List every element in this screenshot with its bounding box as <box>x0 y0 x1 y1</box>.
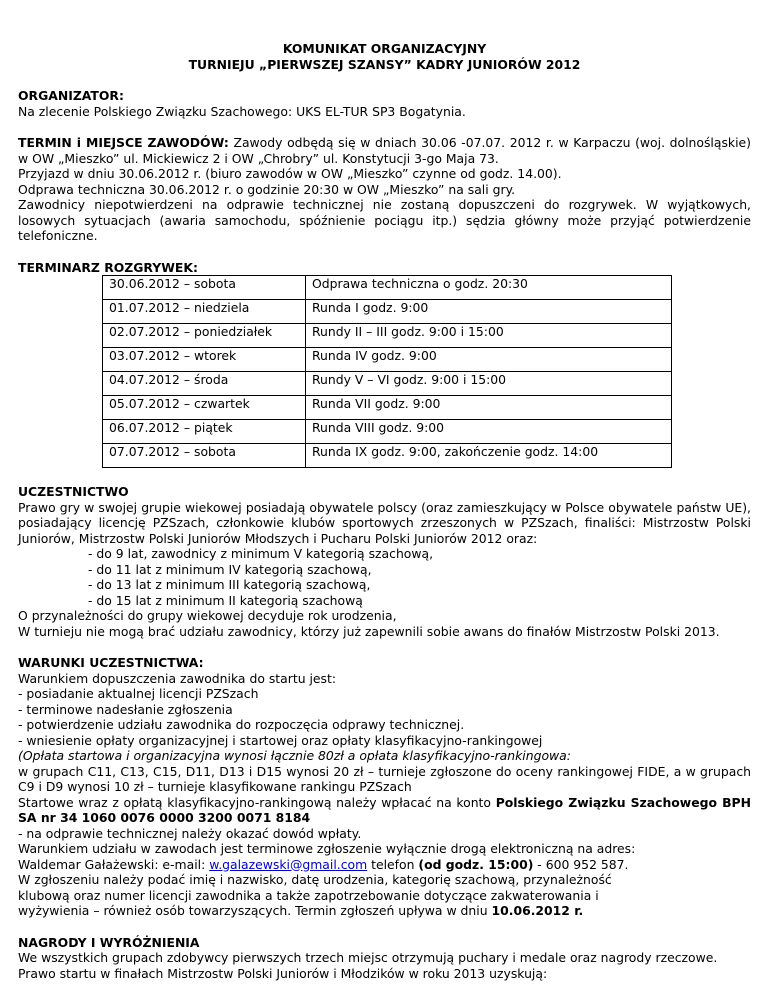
participants-intro: Prawo gry w swojej grupie wiekowej posiadają obywatele polscy (oraz zamieszkujący w Polsce obywatele państw UE), posiadający licencję PZSzach, członkowie klubów sportowych zrzeszonych w PZSzach, finaliści: Mistrzostw Polski Juniorów, Mistrzostw Polski Juniorów Młodszych i Pucharu Polski Juniorów 2012 oraz: <box>18 499 751 546</box>
payment-info <box>18 795 751 826</box>
contact-hours: (od godz. 15:00) <box>418 856 534 872</box>
participants-item: - do 15 lat z minimum II kategorią szachową <box>88 592 363 608</box>
deadline-date: 10.06.2012 r. <box>491 903 584 918</box>
schedule-row <box>103 372 672 396</box>
awards-text: We wszystkich grupach zdobywcy pierwszych trzech miejsc otrzymują puchary i medale oraz nagrody rzeczowe. <box>18 950 718 965</box>
conditions-intro: Warunkiem dopuszczenia zawodnika do startu jest: <box>18 670 337 686</box>
schedule-row <box>103 276 672 300</box>
organizer-text: Na zlecenie Polskiego Związku Szachowego: UKS EL-TUR SP3 Bogatynia. <box>18 103 466 119</box>
deadline-text: wyżywienia – również osób towarzyszących. Termin zgłoszeń upływa w dniu <box>18 903 492 918</box>
schedule-date: 30.06.2012 – sobota <box>103 276 306 300</box>
schedule-row <box>103 396 672 420</box>
schedule-row <box>103 324 672 348</box>
conditions-heading: WARUNKI UCZESTNICTWA: <box>18 655 204 670</box>
term-heading: TERMIN i MIEJSCE ZAWODÓW: <box>18 135 229 150</box>
participants-item: - do 11 lat z minimum IV kategorią szachową, <box>88 561 372 577</box>
schedule-date: 03.07.2012 – wtorek <box>103 348 306 372</box>
schedule-date: 07.07.2012 – sobota <box>103 444 306 468</box>
registration-requirements: klubową oraz numer licencji zawodnika a także zapotrzebowanie dotyczące zakwaterowania i <box>18 887 599 903</box>
participants-item: - do 13 lat z minimum III kategorią szachową, <box>88 577 371 592</box>
schedule-event: Runda IX godz. 9:00, zakończenie godz. 14:00 <box>306 444 672 468</box>
registration-deadline <box>18 903 751 919</box>
schedule-date: 04.07.2012 – środa <box>103 372 306 396</box>
payment-text: Startowe wraz z opłatą klasyfikacyjno-rankingową należy wpłacać na konto <box>18 794 496 810</box>
registration-requirements: W zgłoszeniu należy podać imię i nazwisko, datę urodzenia, kategorię szachową, przynależność <box>18 872 612 887</box>
document-page <box>18 0 751 981</box>
organizer-heading: ORGANIZATOR: <box>18 88 124 103</box>
schedule-row <box>103 300 672 324</box>
schedule-row <box>103 444 672 468</box>
document-title-line-2: TURNIEJU „PIERWSZEJ SZANSY” KADRY JUNIORÓW 2012 <box>188 56 581 72</box>
fee-detail: w grupach C11, C13, C15, D11, D13 i D15 wynosi 20 zł – turnieje zgłoszone do oceny rankingowej FIDE, a w grupach C9 i D9 wynosi 10 zł – turnieje klasyfikowane rankingu PZSzach <box>18 763 751 794</box>
schedule-row <box>103 348 672 372</box>
conditions-item: - potwierdzenie udziału zawodnika do rozpoczęcia odprawy technicznej. <box>18 717 465 732</box>
schedule-event: Rundy V – VI godz. 9:00 i 15:00 <box>306 372 672 396</box>
term-line: Odprawa techniczna 30.06.2012 r. o godzinie 20:30 w OW „Mieszko” na sali gry. <box>18 181 516 197</box>
contact-phone: - 600 952 587. <box>533 856 629 872</box>
fee-note: (Opłata startowa i organizacyjna wynosi łącznie 80zł a opłata klasyfikacyjno-rankingowa: <box>18 748 571 763</box>
term-paragraph <box>18 135 751 166</box>
schedule-date: 05.07.2012 – czwartek <box>103 396 306 420</box>
conditions-item: - terminowe nadesłanie zgłoszenia <box>18 701 233 717</box>
contact-name: Waldemar Gałażewski: e-mail: <box>18 856 210 872</box>
term-line: Zawodnicy niepotwierdzeni na odprawie technicznej nie zostaną dopuszczeni do rozgrywek. W wyjątkowych, losowych sytuacjach (awaria samochodu, spóźnienie pociągu itp.) sędzia główny może przyjąć potwierdzenie telefoniczne. <box>18 197 751 243</box>
schedule-event: Rundy II – III godz. 9:00 i 15:00 <box>306 324 672 348</box>
email-link[interactable]: w.galazewski@gmail.com <box>209 856 368 872</box>
schedule-table <box>102 275 672 468</box>
term-line: Przyjazd w dniu 30.06.2012 r. (biuro zawodów w OW „Mieszko” czynne od godz. 14.00). <box>18 166 562 181</box>
document-title-line-1: KOMUNIKAT ORGANIZACYJNY <box>282 41 487 56</box>
registration-info: Warunkiem udziału w zawodach jest terminowe zgłoszenie wyłącznie drogą elektroniczną na adres: <box>18 841 636 856</box>
schedule-event: Runda IV godz. 9:00 <box>306 348 672 372</box>
awards-text: Prawo startu w finałach Mistrzostw Polski Juniorów i Młodzików w roku 2013 uzyskują: <box>18 965 548 981</box>
participants-note: O przynależności do grupy wiekowej decyduje rok urodzenia, <box>18 608 397 623</box>
schedule-event: Runda VIII godz. 9:00 <box>306 420 672 444</box>
schedule-row <box>103 420 672 444</box>
conditions-item: - wniesienie opłaty organizacyjnej i startowej oraz opłaty klasyfikacyjno-rankingowej <box>18 732 543 748</box>
contact-phone-label: telefon <box>367 856 419 872</box>
schedule-date: 02.07.2012 – poniedziałek <box>103 324 306 348</box>
schedule-date: 01.07.2012 – niedziela <box>103 300 306 324</box>
schedule-event: Odprawa techniczna o godz. 20:30 <box>306 276 672 300</box>
awards-heading: NAGRODY I WYRÓŻNIENIA <box>18 934 200 950</box>
contact-line <box>18 857 751 873</box>
conditions-item: - posiadanie aktualnej licencji PZSzach <box>18 686 259 701</box>
participants-item: - do 9 lat, zawodnicy z minimum V kategorią szachową, <box>88 546 434 561</box>
participants-heading: UCZESTNICTWO <box>18 484 129 499</box>
schedule-event: Runda I godz. 9:00 <box>306 300 672 324</box>
term-text: Zawody odbędą się w dniach 30.06 -07.07. 2012 r. w Karpaczu (woj. dolnośląskie) w OW „Mieszko” ul. Mickiewicz 2 i OW „Chrobry” ul. Konstytucji 3-go Maja 73. <box>18 135 751 166</box>
schedule-date: 06.07.2012 – piątek <box>103 420 306 444</box>
schedule-heading: TERMINARZ ROZGRYWEK: <box>18 259 198 275</box>
payment-proof: - na odprawie technicznej należy okazać dowód wpłaty. <box>18 825 362 841</box>
participants-note: W turnieju nie mogą brać udziału zawodnicy, którzy już zapewnili sobie awans do finałów Mistrzostw Polski 2013. <box>18 623 720 639</box>
bank-account: Polskiego Związku Szachowego BPH SA nr 34 1060 0076 0000 3200 0071 8184 <box>18 794 751 825</box>
schedule-event: Runda VII godz. 9:00 <box>306 396 672 420</box>
